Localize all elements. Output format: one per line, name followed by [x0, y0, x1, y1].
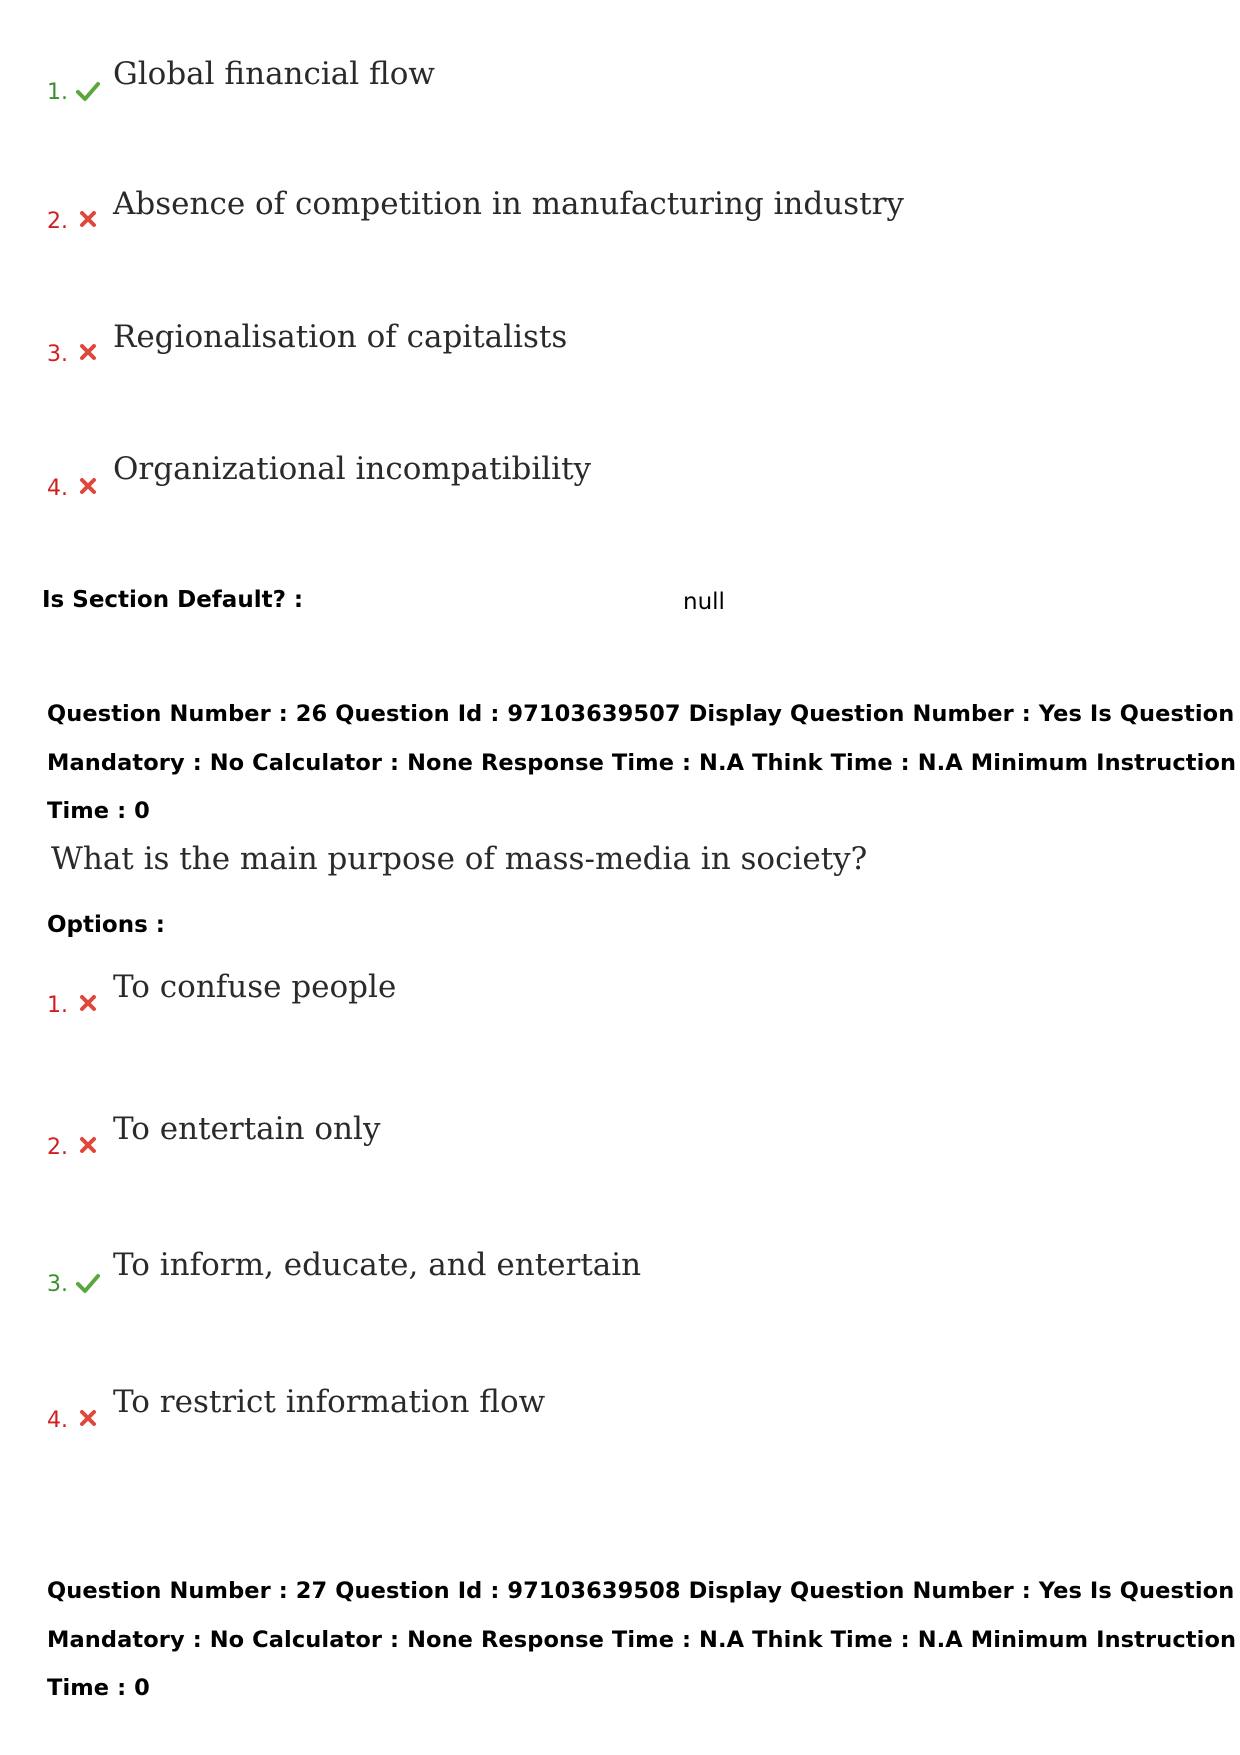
meta-line: Question Number : 26 Question Id : 97103639507 Display Question Number : Yes Is Question: [47, 701, 1235, 727]
question-26-meta: [47, 690, 1237, 836]
check-icon: [76, 79, 100, 103]
question-27-meta: [47, 1567, 1237, 1713]
meta-line: Mandatory : No Calculator : None Response Time : N.A Think Time : N.A Minimum Instruction: [47, 1626, 1237, 1653]
q26-option-2: [0, 1110, 1240, 1190]
section-default-label: Is Section Default? :: [42, 587, 304, 613]
check-icon: [76, 1271, 100, 1295]
option-text: Organizational incompatibility: [113, 451, 592, 487]
cross-icon: [76, 1406, 100, 1430]
option-number: 1.: [47, 80, 68, 105]
options-label: Options :: [47, 912, 165, 938]
cross-icon: [76, 474, 100, 498]
meta-line: Question Number : 27 Question Id : 97103639508 Display Question Number : Yes Is Question: [47, 1578, 1235, 1604]
option-text: To restrict information flow: [113, 1384, 546, 1420]
question-26-text: What is the main purpose of mass-media in society?: [51, 841, 868, 877]
option-number: 4.: [47, 476, 68, 501]
cross-icon: [76, 207, 100, 231]
option-text: Regionalisation of capitalists: [113, 319, 568, 355]
option-text: To entertain only: [113, 1111, 381, 1147]
q26-option-1: [0, 968, 1240, 1048]
option-text: Absence of competition in manufacturing industry: [113, 186, 904, 222]
meta-line: Time : 0: [47, 1675, 150, 1701]
meta-line: Mandatory : No Calculator : None Response Time : N.A Think Time : N.A Minimum Instruction: [47, 749, 1237, 776]
option-number: 4.: [47, 1408, 68, 1433]
option-number: 2.: [47, 209, 68, 234]
option-text: To inform, educate, and entertain: [113, 1247, 642, 1283]
option-number: 3.: [47, 1272, 68, 1297]
prev-option-1: [0, 55, 1240, 135]
option-number: 3.: [47, 342, 68, 367]
option-number: 1.: [47, 993, 68, 1018]
cross-icon: [76, 991, 100, 1015]
prev-option-3: [0, 318, 1240, 398]
prev-option-4: [0, 450, 1240, 530]
cross-icon: [76, 340, 100, 364]
prev-option-2: [0, 185, 1240, 265]
section-default-value: null: [683, 589, 725, 615]
cross-icon: [76, 1133, 100, 1157]
option-text: To confuse people: [113, 969, 397, 1005]
q26-option-4: [0, 1383, 1240, 1463]
option-number: 2.: [47, 1135, 68, 1160]
q26-option-3: [0, 1246, 1240, 1326]
meta-line: Time : 0: [47, 798, 150, 824]
option-text: Global financial flow: [113, 56, 435, 92]
